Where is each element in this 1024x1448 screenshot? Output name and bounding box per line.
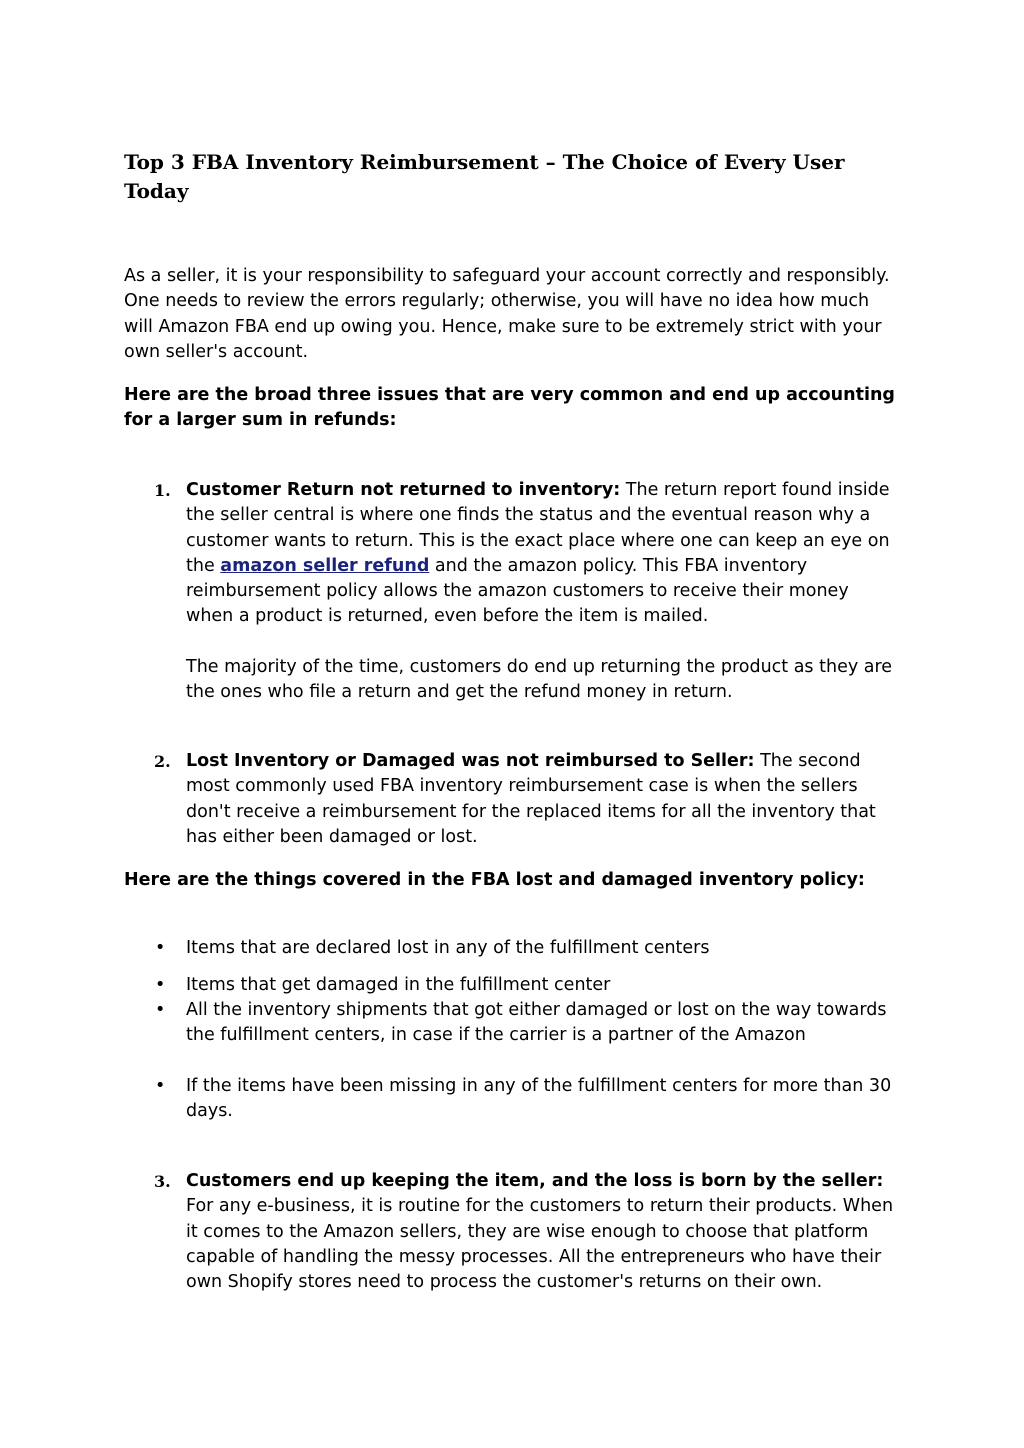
item-number: 1. [154, 481, 171, 500]
item-text: The return report found inside the seller central is where one finds the status and the eventual reason why a customer wants to return. This is the exact place where one can keep an eye on the [186, 480, 890, 576]
intro-paragraph: As a seller, it is your responsibility to safeguard your account correctly and responsibly. One needs to review the errors regularly; otherwise, you will have no idea how much will Amazon FBA end up owing you. Hence, make sure to be extremely strict with your own seller's account. [124, 266, 890, 362]
item-paragraph [186, 749, 900, 850]
item-body [186, 1169, 900, 1295]
bullet-dot: • [155, 1000, 166, 1020]
bullet-dot: • [155, 1076, 166, 1096]
item-heading: Lost Inventory or Damaged was not reimbursed to Seller: [186, 751, 755, 771]
item-number: 3. [154, 1172, 171, 1191]
issues-lead-heading: Here are the broad three issues that are very common and end up accounting for a larger sum in refunds: [124, 385, 895, 431]
item-number: 2. [154, 752, 171, 771]
bullet-text: Items that are declared lost in any of the fulfillment centers [186, 938, 710, 958]
item-body [186, 478, 900, 705]
item-heading: Customers end up keeping the item, and the loss is born by the seller: [186, 1171, 884, 1191]
bullet-text: All the inventory shipments that got either damaged or lost on the way towards the fulfillment centers, in case if the carrier is a partner of the Amazon [186, 1000, 887, 1046]
amazon-seller-refund-link[interactable]: amazon seller refund [220, 555, 430, 576]
item-body [186, 749, 900, 850]
bullet-dot: • [155, 938, 166, 958]
bullet-text: If the items have been missing in any of the fulfillment centers for more than 30 days. [186, 1076, 892, 1122]
item-heading: Customer Return not returned to inventory: [186, 480, 621, 500]
item-text: The second most commonly used FBA inventory reimbursement case is when the sellers don't receive a reimbursement for the replaced items for all the inventory that has either been damaged or lost. [186, 751, 876, 847]
bullet-dot: • [155, 975, 166, 995]
item-paragraph-2: The majority of the time, customers do end up returning the product as they are the ones who file a return and get the refund money in return. [186, 656, 893, 703]
item-text: For any e-business, it is routine for the customers to return their products. When it comes to the Amazon sellers, they are wise enough to choose that platform capable of handling the messy processes. All the entrepreneurs who have their own Shopify stores need to process the customer's returns on their own. [186, 1196, 894, 1293]
item-paragraph [186, 1169, 900, 1295]
bullet-text: Items that get damaged in the fulfillment center [186, 975, 611, 995]
item-paragraph [186, 478, 900, 630]
page-title: Top 3 FBA Inventory Reimbursement – The Choice of Every User Today [124, 150, 845, 203]
item-text: and the amazon policy. This FBA inventory reimbursement policy allows the amazon customers to receive their money when a product is returned, even before the item is mailed. [186, 555, 849, 627]
policy-lead-heading: Here are the things covered in the FBA lost and damaged inventory policy: [124, 870, 865, 890]
